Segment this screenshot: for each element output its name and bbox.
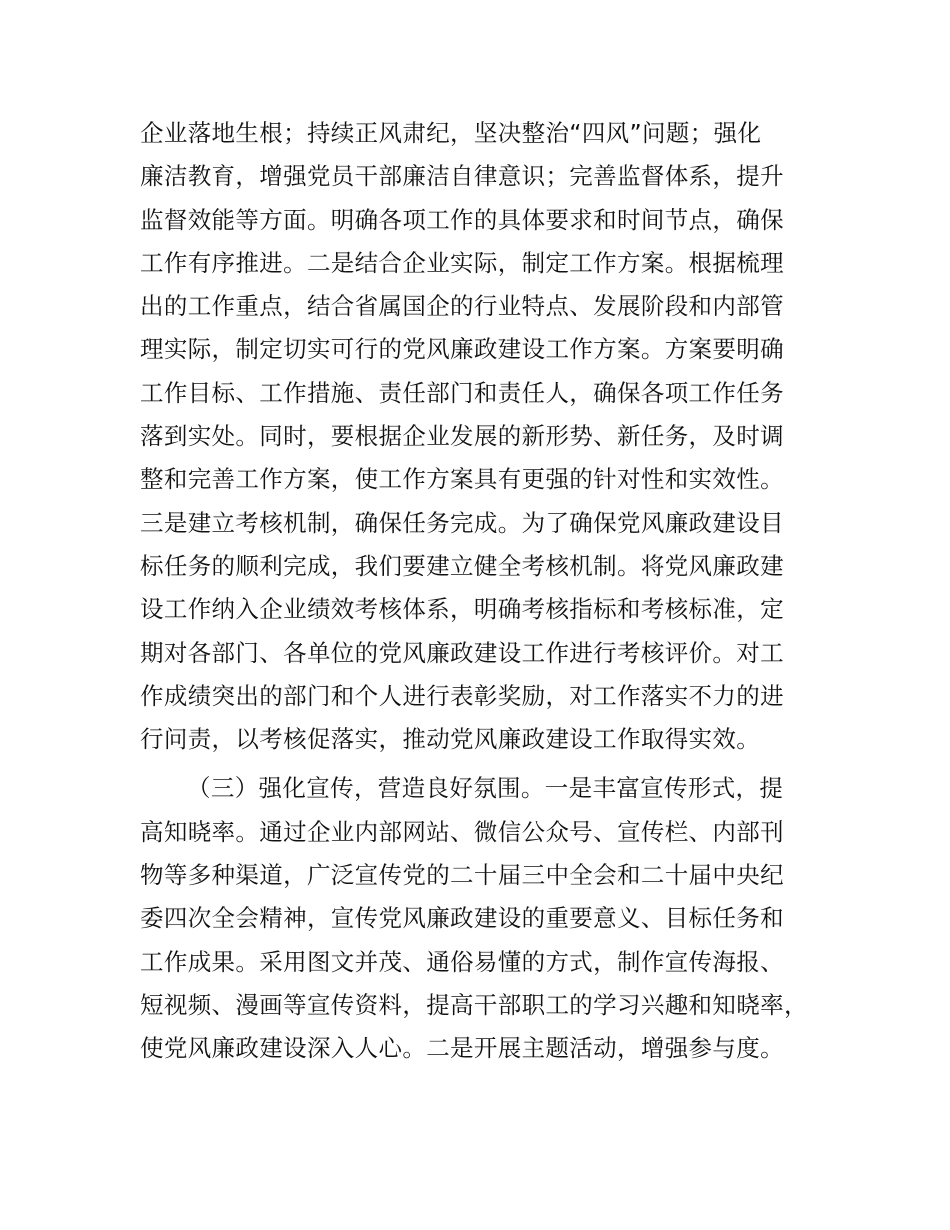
text-line: 监督效能等方面。明确各项工作的具体要求和时间节点，确保: [140, 205, 784, 234]
text-line: 物等多种渠道，广泛宣传党的二十届三中全会和二十届中央纪: [140, 861, 784, 890]
text-line: 使党风廉政建设深入人心。二是开展主题活动，增强参与度。: [140, 1034, 784, 1063]
text-line: 理实际，制定切实可行的党风廉政建设工作方案。方案要明确: [140, 335, 784, 364]
text-line: 工作成果。采用图文并茂、通俗易懂的方式，制作宣传海报、: [140, 947, 784, 976]
text-line: 工作有序推进。二是结合企业实际，制定工作方案。根据梳理: [140, 248, 784, 277]
text-line: 标任务的顺利完成，我们要建立健全考核机制。将党风廉政建: [140, 551, 784, 580]
text-line: 三是建立考核机制，确保任务完成。为了确保党风廉政建设目: [140, 508, 784, 537]
text-line: 委四次全会精神，宣传党风廉政建设的重要意义、目标任务和: [140, 904, 784, 933]
document-body: [140, 112, 840, 1071]
text-line: 期对各部门、各单位的党风廉政建设工作进行考核评价。对工: [140, 638, 784, 667]
text-line: 工作目标、工作措施、责任部门和责任人，确保各项工作任务: [140, 378, 784, 407]
paragraph-continuation: [140, 112, 840, 761]
text-line: 短视频、漫画等宣传资料，提高干部职工的学习兴趣和知晓率，: [140, 990, 808, 1019]
text-line: 整和完善工作方案，使工作方案具有更强的针对性和实效性。: [140, 465, 784, 494]
paragraph-section-three: [140, 767, 840, 1070]
text-line: 设工作纳入企业绩效考核体系，明确考核指标和考核标准，定: [140, 595, 784, 624]
text-line: 企业落地生根；持续正风肃纪，坚决整治“四风”问题；强化: [140, 119, 762, 147]
text-line: 作成绩突出的部门和个人进行表彰奖励，对工作落实不力的进: [140, 681, 784, 710]
section-heading-line: （三）强化宣传，营造良好氛围。一是丰富宣传形式，提: [187, 774, 784, 803]
text-line: 高知晓率。通过企业内部网站、微信公众号、宣传栏、内部刊: [140, 817, 784, 846]
text-line: 出的工作重点，结合省属国企的行业特点、发展阶段和内部管: [140, 292, 784, 321]
text-line: 廉洁教育，增强党员干部廉洁自律意识；完善监督体系，提升: [140, 162, 784, 191]
text-line: 行问责，以考核促落实，推动党风廉政建设工作取得实效。: [140, 725, 761, 754]
text-line: 落到实处。同时，要根据企业发展的新形势、新任务，及时调: [140, 422, 784, 451]
